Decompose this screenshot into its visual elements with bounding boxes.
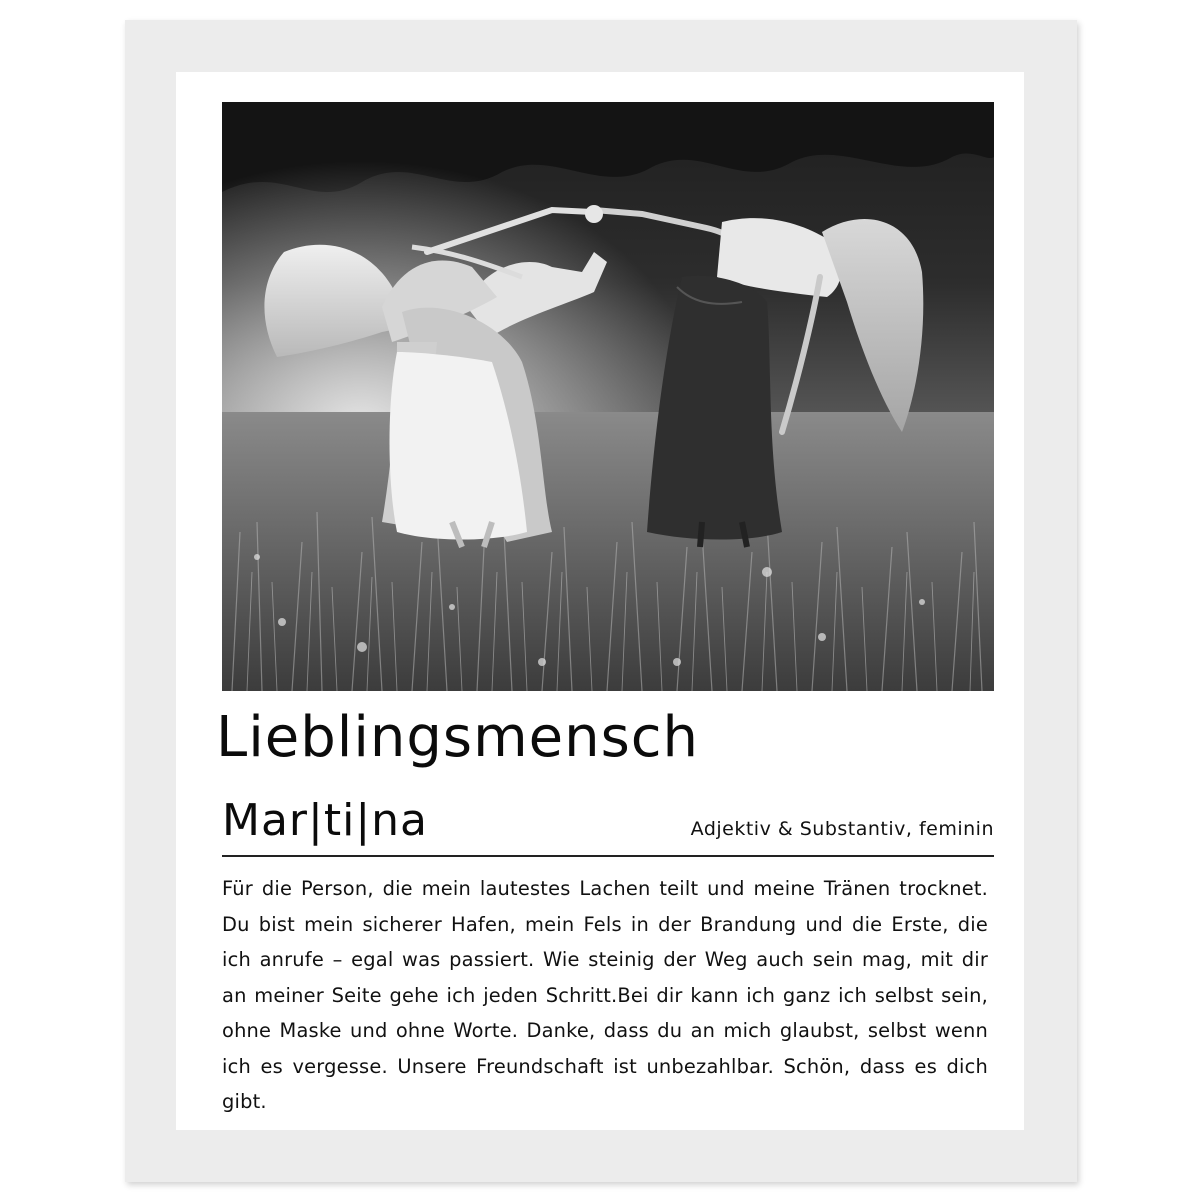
meadow-photo [222, 102, 994, 691]
poster-title: Lieblingsmensch [216, 705, 700, 770]
photo-illustration [222, 102, 994, 691]
word-class-label: Adjektiv & Substantiv, feminin [690, 818, 994, 840]
divider-line [222, 855, 994, 857]
name-syllables: Mar|ti|na [222, 795, 428, 846]
definition-text: Für die Person, die mein lautestes Lachen teilt und meine Tränen trocknet. Du bist mein sicherer Hafen, mein Fels in der Brandung und die Erste, die ich anrufe – egal was passiert. Wie steinig der Weg auch sein mag, mit dir an meiner Seite gehe ich jeden Schritt.Bei dir kann ich ganz ich selbst sein, ohne Maske und ohne Worte. Danke, dass du an mich glaubst, selbst wenn ich es vergesse. Unsere Freundschaft ist unbezahlbar. Schön, dass es dich gibt. [222, 877, 988, 1113]
